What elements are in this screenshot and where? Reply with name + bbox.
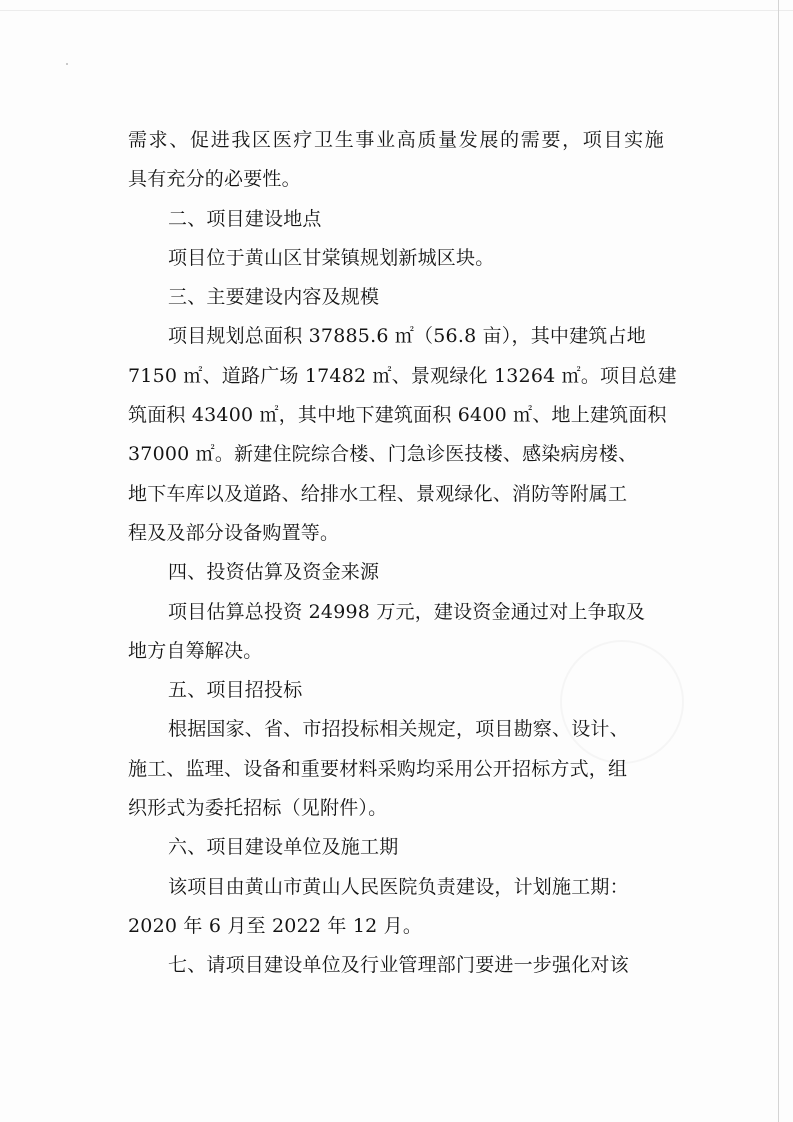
paragraph-line: 项目位于黄山区甘棠镇规划新城区块。 [168,246,495,269]
section-heading: 四、投资估算及资金来源 [168,561,380,584]
paragraph-line: 项目规划总面积 37885.6 ㎡（56.8 亩），其中建筑占地 [168,325,646,348]
paragraph-line: 筑面积 43400 ㎡，其中地下建筑面积 6400 ㎡、地上建筑面积 [128,404,667,427]
paragraph-line: 程及及部分设备购置等。 [128,521,340,544]
section-heading: 五、项目招投标 [168,679,303,702]
paragraph-line: 地下车库以及道路、给排水工程、景观绿化、消防等附属工 [128,482,628,505]
paragraph-line: 7150 ㎡、道路广场 17482 ㎡、景观绿化 13264 ㎡。项目总建 [128,364,677,387]
section-heading: 二、项目建设地点 [168,207,322,230]
scan-speck [66,63,68,65]
section-heading: 三、主要建设内容及规模 [168,286,380,309]
paragraph-line: 具有充分的必要性。 [128,168,301,191]
paragraph-line: 地方自筹解决。 [128,639,263,662]
paragraph-line: 根据国家、省、市招投标相关规定，项目勘察、设计、 [168,718,629,741]
page-right-edge [778,0,779,1122]
section-heading: 六、项目建设单位及施工期 [168,836,399,859]
paragraph-line: 需求、促进我区医疗卫生事业高质量发展的需要，项目实施 [128,129,664,151]
paragraph-line: 2020 年 6 月至 2022 年 12 月。 [128,914,423,937]
page-top-edge [0,10,793,11]
paragraph-line: 织形式为委托招标（见附件）。 [128,797,388,820]
paragraph-line: 项目估算总投资 24998 万元，建设资金通过对上争取及 [168,600,646,623]
paragraph-line: 施工、监理、设备和重要材料采购均采用公开招标方式，组 [128,757,628,780]
section-heading: 七、请项目建设单位及行业管理部门要进一步强化对该 [168,954,629,977]
paragraph-line: 37000 ㎡。新建住院综合楼、门急诊医技楼、感染病房楼、 [128,443,638,466]
paragraph-line: 该项目由黄山市黄山人民医院负责建设，计划施工期： [168,875,629,898]
document-body [128,121,677,986]
